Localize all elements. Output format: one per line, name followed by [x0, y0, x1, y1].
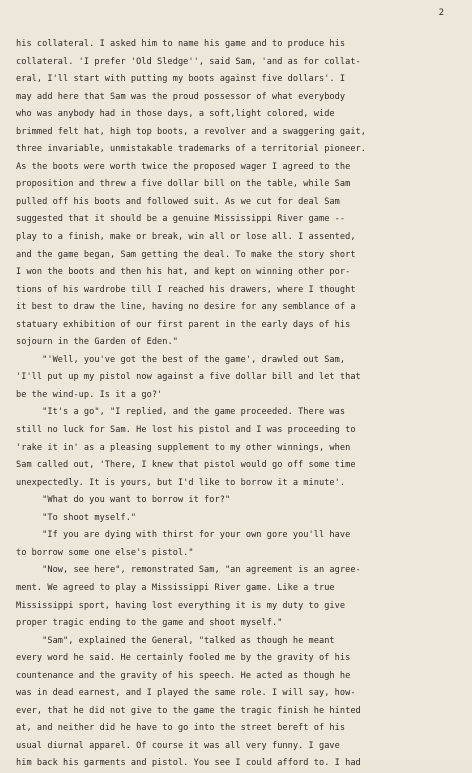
text-line: brimmed felt hat, high top boots, a revolver and a swaggering gait,: [16, 126, 366, 137]
text-line: usual diurnal apparel. Of course it was all very funny. I gave: [16, 740, 340, 751]
text-line: sojourn in the Garden of Eden.": [16, 337, 178, 348]
text-line: was in dead earnest, and I played the same role. I will say, how-: [16, 688, 356, 699]
text-line: 'I'll put up my pistol now against a five dollar bill and let that: [16, 372, 361, 383]
text-line: "It's a go", "I replied, and the game proceeded. There was: [16, 407, 346, 418]
text-line: unexpectedly. It is yours, but I'd like to borrow it a minute'.: [16, 477, 346, 488]
text-line: play to a finish, make or break, win all or lose all. I assented,: [16, 232, 356, 243]
text-line: may add here that Sam was the proud possessor of what everybody: [16, 91, 346, 102]
text-line: it best to draw the line, having no desire for any semblance of a: [16, 302, 356, 313]
text-line: "Sam", explained the General, "talked as though he meant: [16, 635, 335, 646]
text-line: 'rake it in' as a pleasing supplement to my other winnings, when: [16, 442, 351, 453]
text-line: "What do you want to borrow it for?": [16, 495, 231, 506]
text-line: three invariable, unmistakable trademarks of a territorial pioneer.: [16, 144, 366, 155]
text-line: "'Well, you've got the best of the game', drawled out Sam,: [16, 354, 346, 365]
text-line: "If you are dying with thirst for your own gore you'll have: [16, 530, 351, 541]
text-line: eral, I'll start with putting my boots against five dollars'. I: [16, 74, 346, 85]
text-line: "To shoot myself.": [16, 512, 137, 523]
text-line: Sam called out, 'There, I knew that pistol would go off some time: [16, 460, 356, 471]
text-line: every word he said. He certainly fooled me by the gravity of his: [16, 653, 351, 664]
text-line: Mississippi sport, having lost everything it is my duty to give: [16, 600, 346, 611]
text-line: I won the boots and then his hat, and kept on winning other por-: [16, 267, 351, 278]
text-line: countenance and the gravity of his speech. He acted as though he: [16, 670, 351, 681]
text-line: tions of his wardrobe till I reached his drawers, where I thought: [16, 284, 356, 295]
text-line: statuary exhibition of our first parent in the early days of his: [16, 319, 351, 330]
text-line: "Now, see here", remonstrated Sam, "an agreement is an agree-: [16, 565, 361, 576]
page-number: 2: [438, 8, 444, 18]
text-line: to borrow some one else's pistol.": [16, 547, 194, 558]
text-line: collateral. 'I prefer 'Old Sledge'', said Sam, 'and as for collat-: [16, 56, 361, 67]
text-line: As the boots were worth twice the proposed wager I agreed to the: [16, 161, 351, 172]
text-line: pulled off his boots and followed suit. As we cut for deal Sam: [16, 196, 340, 207]
body-text: [16, 36, 462, 773]
text-line: his collateral. I asked him to name his game and to produce his: [16, 39, 346, 49]
text-line: who was anybody had in those days, a soft,light colored, wide: [16, 109, 335, 120]
text-line: at, and neither did he have to go into the street bereft of his: [16, 723, 346, 734]
text-line: him back his garments and pistol. You see I could afford to. I had: [16, 758, 361, 769]
text-line: be the wind-up. Is it a go?': [16, 389, 163, 400]
text-line: proper tragic ending to the game and shoot myself.": [16, 618, 283, 629]
text-line: ment. We agreed to play a Mississippi River game. Like a true: [16, 582, 335, 593]
text-line: still no luck for Sam. He lost his pistol and I was proceeding to: [16, 425, 356, 436]
text-line: proposition and threw a five dollar bill on the table, while Sam: [16, 179, 351, 190]
text-line: suggested that it should be a genuine Mississippi River game --: [16, 214, 346, 225]
text-line: and the game began, Sam getting the deal. To make the story short: [16, 249, 356, 260]
text-line: ever, that he did not give to the game the tragic finish he hinted: [16, 705, 361, 716]
